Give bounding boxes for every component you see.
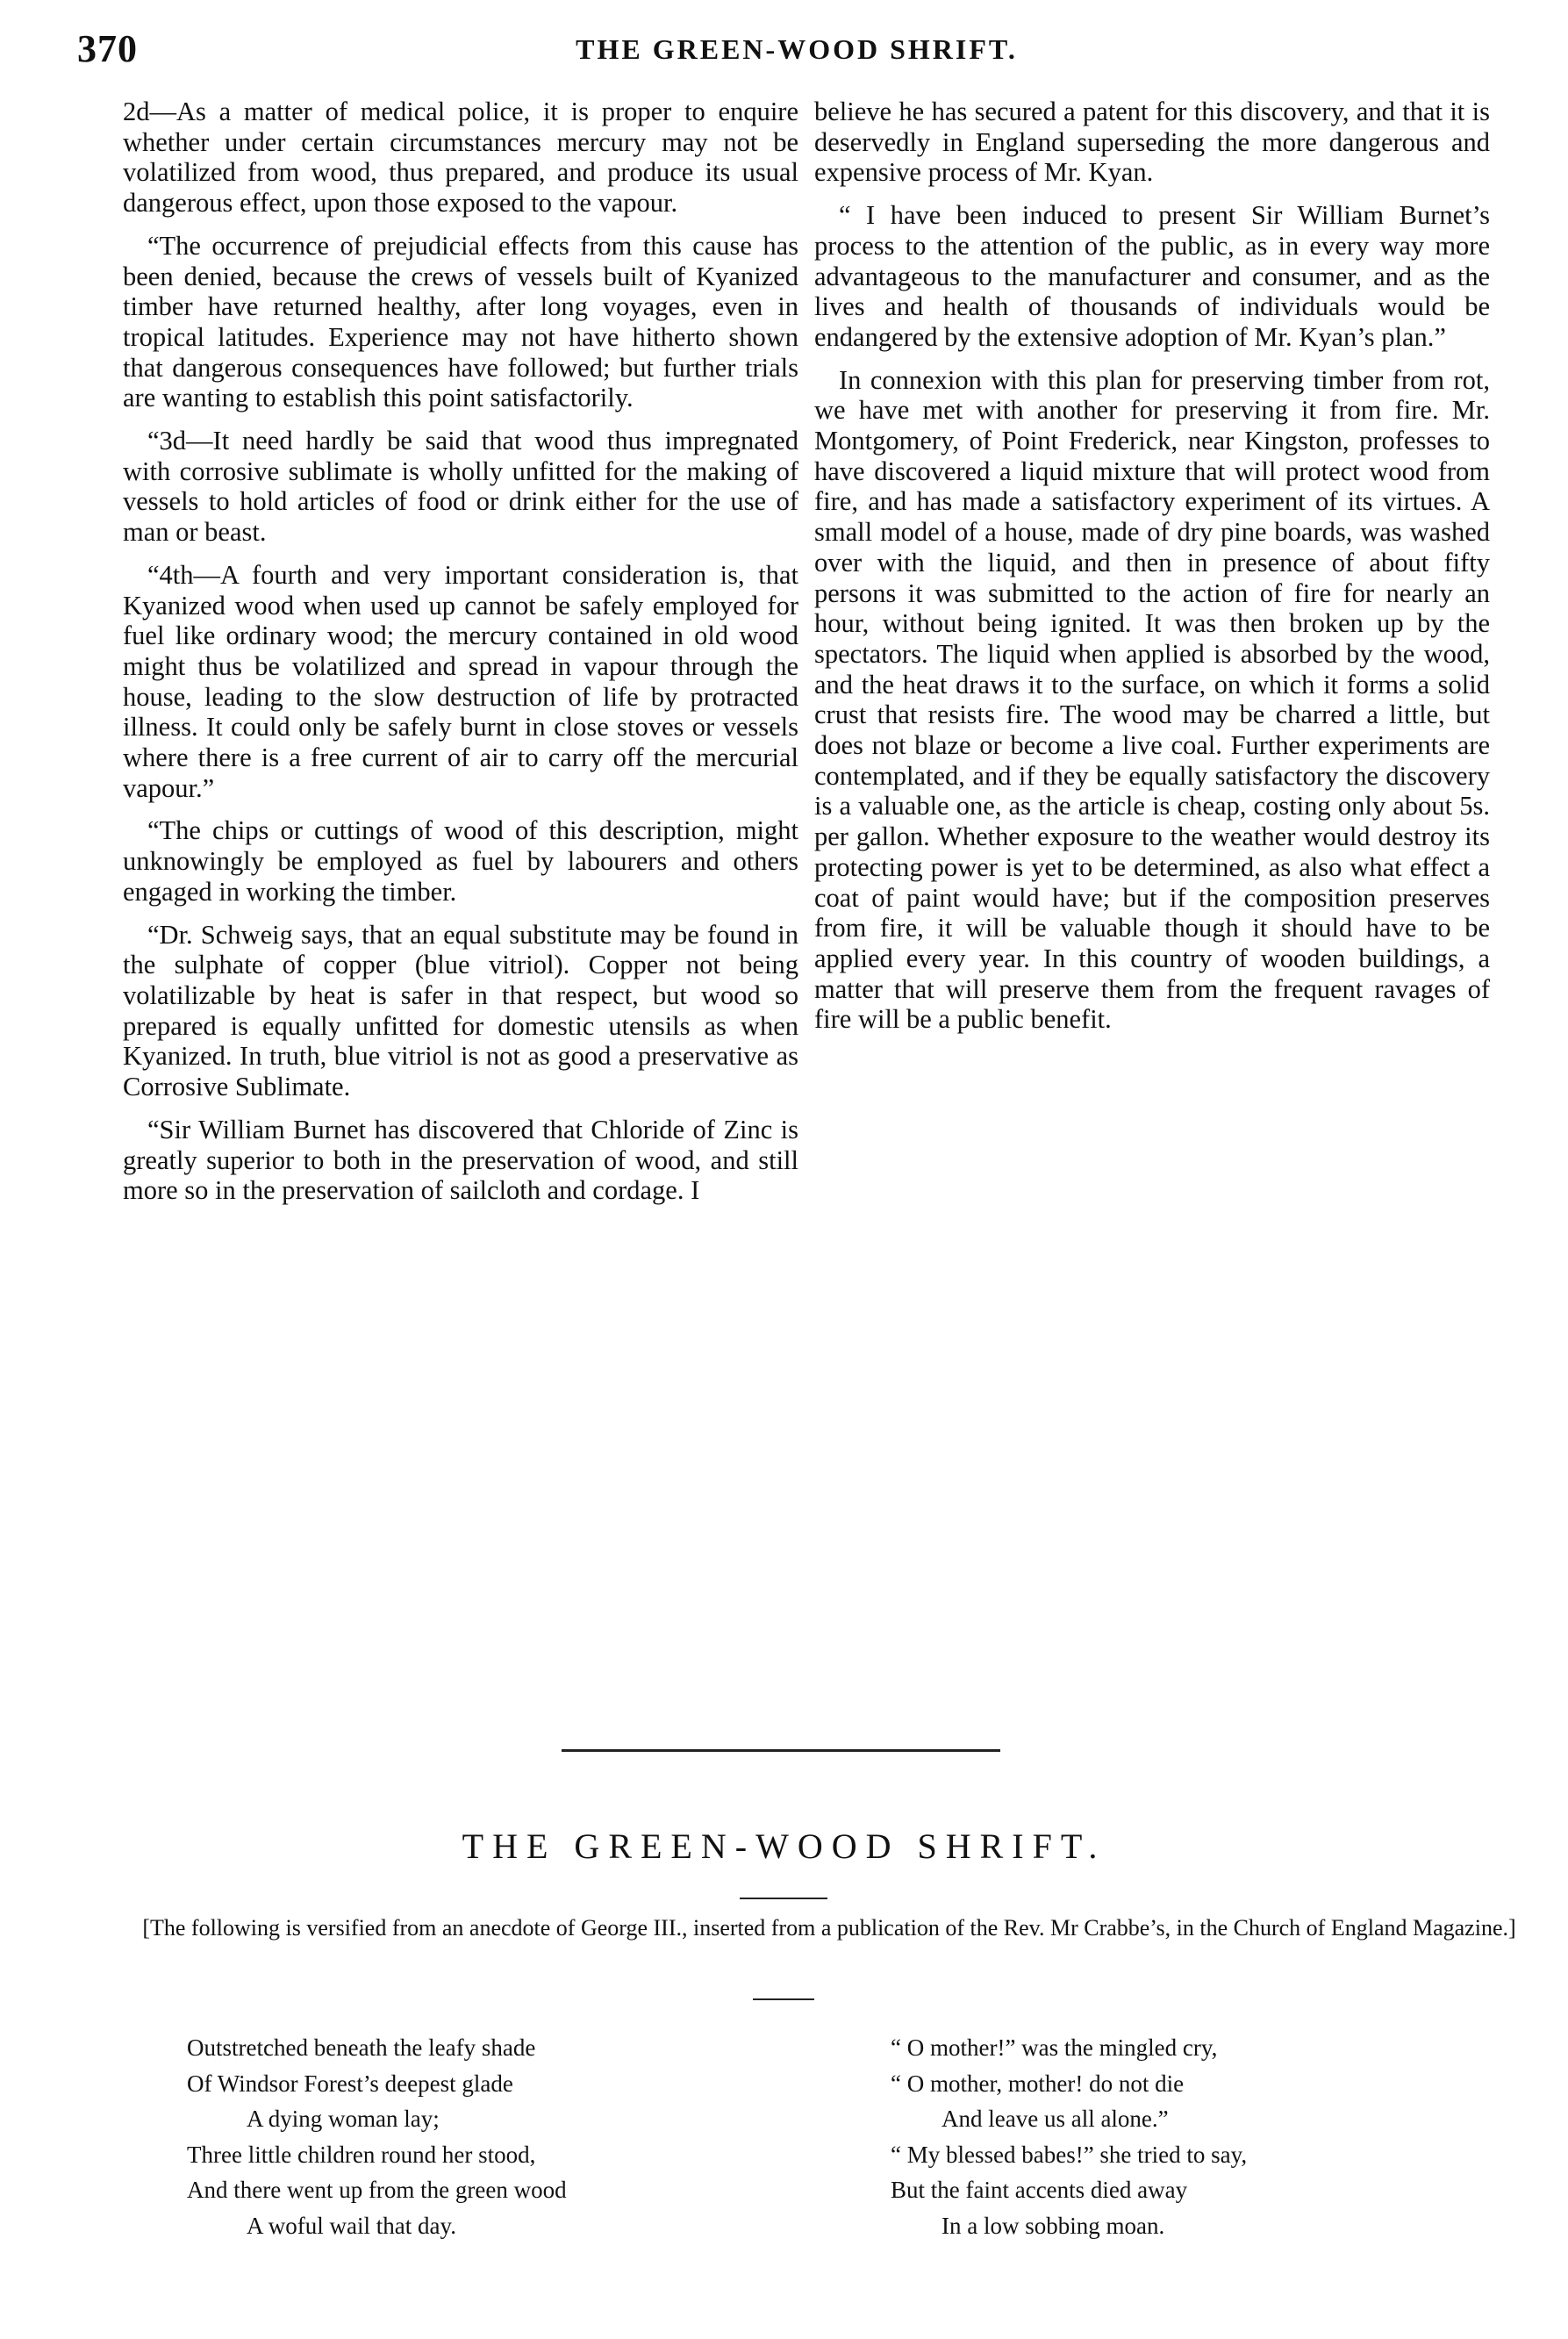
- verse-line: And leave us all alone.”: [942, 2106, 1169, 2132]
- paragraph: “The occurrence of prejudicial effects from this cause has been denied, because the crews of vessels built of Kyanized timber have returned healthy, after long voyages, even in tropical latitudes. Experience may not have hitherto shown that dangerous consequences have followed; but further trials are wanting to establish this point satisfactorily.: [123, 230, 798, 413]
- poem-stanza-right: [882, 2030, 1496, 2243]
- poem-note: [The following is versified from an anecdote of George III., inserted from a publication of the Rev. Mr Crabbe’s, in the Church of England Magazine.]: [142, 1915, 1516, 1941]
- paragraph: “ I have been induced to present Sir William Burnet’s process to the attention of the public, as in every way more advantageous to the manufacturer and consumer, and as the lives and health of thousands of individuals would be endangered by the extensive adoption of Mr. Kyan’s plan.”: [814, 200, 1490, 352]
- paragraph: “The chips or cuttings of wood of this description, might unknowingly be employed as fuel by labourers and others engaged in working the timber.: [123, 815, 798, 907]
- paragraph: In connexion with this plan for preserving timber from rot, we have met with another for preserving it from fire. Mr. Montgomery, of Point Frederick, near Kingston, professes to have discovered a liquid mixture that will protect wood from fire, and has made a satisfactory experiment of its virtues. A small model of a house, made of dry pine boards, was washed over with the liquid, and then in presence of about fifty persons it was submitted to the action of fire for nearly an hour, without being ignited. It was then broken up by the spectators. The liquid when applied is absorbed by the wood, and the heat draws it to the surface, on which it forms a solid crust that resists fire. The wood may be charred a little, but does not blaze or become a live coal. Further experiments are contemplated, and if they be equally satisfactory the discovery is a valuable one, as the article is cheap, costing only about 5s. per gallon. Whether exposure to the weather would destroy its protecting power is yet to be determined, as also what effect a coat of paint would have; but if the composition preserves from fire, it will be valuable though it should have to be applied every year. In this country of wooden buildings, a matter that will preserve them from the frequent ravages of fire will be a public benefit.: [814, 364, 1490, 1035]
- paragraph: “4th—A fourth and very important consideration is, that Kyanized wood when used up cannot be safely employed for fuel like ordinary wood; the mercury contained in old wood might thus be volatilized and spread in vapour through the house, leading to the slow destruction of life by protracted illness. It could only be safely burnt in close stoves or vessels where there is a free current of air to carry off the mercurial vapour.”: [123, 559, 798, 803]
- paragraph: “3d—It need hardly be said that wood thus impregnated with corrosive sublimate is wholly unfitted for the making of vessels to hold articles of food or drink either for the use of man or beast.: [123, 426, 798, 548]
- verse-line: “ My blessed babes!” she tried to say,: [891, 2141, 1248, 2168]
- verse-line: In a low sobbing moan.: [942, 2212, 1165, 2239]
- poem-stanza-left: [187, 2030, 801, 2243]
- verse-line: A dying woman lay;: [247, 2106, 440, 2132]
- poem-title: THE GREEN-WOOD SHRIFT.: [462, 1826, 1106, 1866]
- verse-line: Three little children round her stood,: [187, 2141, 536, 2168]
- page-header: [77, 26, 1516, 79]
- right-column: [814, 97, 1490, 1047]
- section-divider: [562, 1749, 1000, 1752]
- verse-line: But the faint accents died away: [891, 2177, 1188, 2203]
- verse-line: Of Windsor Forest’s deepest glade: [187, 2070, 513, 2097]
- note-divider: [753, 1998, 814, 2000]
- verse-line: “ O mother!” was the mingled cry,: [891, 2034, 1218, 2061]
- verse-line: A woful wail that day.: [247, 2212, 456, 2239]
- running-title: THE GREEN-WOOD SHRIFT.: [576, 33, 1018, 65]
- page-number: 370: [77, 27, 138, 70]
- paragraph: “Dr. Schweig says, that an equal substitute may be found in the sulphate of copper (blue vitriol). Copper not being volatilizable by heat is safer in that respect, but wood so prepared is equally unfitted for domestic utensils as when Kyanized. In truth, blue vitriol is not as good a preservative as Corrosive Sublimate.: [123, 919, 798, 1102]
- title-divider: [740, 1898, 827, 1899]
- left-column: [123, 97, 798, 1218]
- paragraph: “Sir William Burnet has discovered that Chloride of Zinc is greatly superior to both in the preservation of wood, and still more so in the preservation of sailcloth and cordage. I: [123, 1114, 798, 1206]
- paragraph: believe he has secured a patent for this discovery, and that it is deservedly in England superseding the more dangerous and expensive process of Mr. Kyan.: [814, 97, 1490, 188]
- verse-line: Outstretched beneath the leafy shade: [187, 2034, 536, 2061]
- paragraph: 2d—As a matter of medical police, it is proper to enquire whether under certain circumstances mercury may not be volatilized from wood, thus prepared, and produce its usual dangerous effect, upon those exposed to the vapour.: [123, 97, 798, 219]
- verse-line: And there went up from the green wood: [187, 2177, 567, 2203]
- verse-line: “ O mother, mother! do not die: [891, 2070, 1185, 2097]
